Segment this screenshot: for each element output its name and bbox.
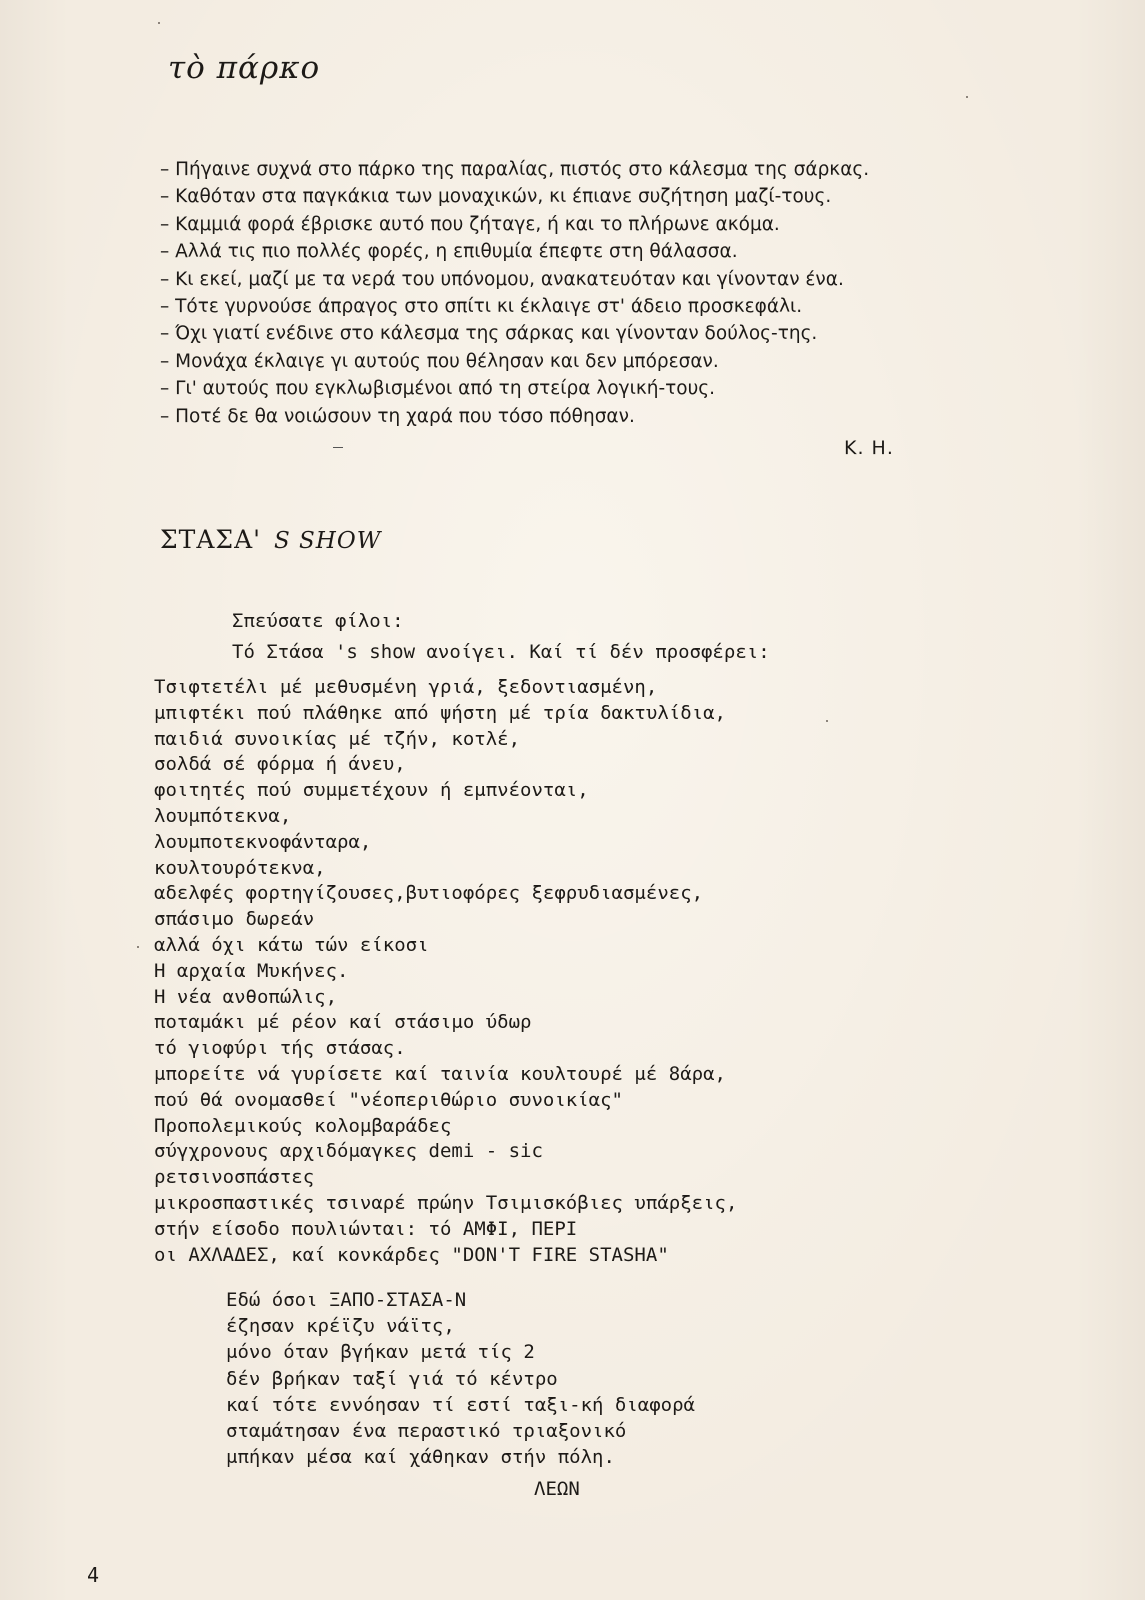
poem-stasa-signature: ΛΕΩΝ — [534, 1478, 580, 1500]
poem-line: λουμπότεκνα, — [154, 804, 292, 827]
poem-park-body — [160, 156, 869, 430]
poem-park-signature: Κ. Η. — [844, 437, 894, 459]
poem-line: πού θά ονομασθεί "νέοπεριθώριο συνοικίας" — [154, 1088, 623, 1111]
poem-line: – Μονάχα έκλαιγε γι αυτούς που θέλησαν και δεν μπόρεσαν. — [160, 350, 719, 372]
title-part-a: ΣΤΑΣΑ' — [160, 525, 262, 554]
poem-line: μόνο όταν βγήκαν μετά τίς 2 — [226, 1341, 535, 1364]
poem-line: σπάσιμο δωρεάν — [154, 908, 315, 931]
poem-line: – Καμμιά φορά έβρισκε αυτό που ζήταγε, ή και το πλήρωνε ακόμα. — [160, 213, 780, 235]
poem-line: τό γιοφύρι τής στάσας. — [154, 1037, 406, 1060]
poem-line: λουμποτεκνοφάνταρα, — [154, 830, 372, 853]
page-number: 4 — [87, 1563, 100, 1587]
poem-line: – Γι' αυτούς που εγκλωβισμένοι από τη στείρα λογική-τους. — [160, 378, 716, 400]
poem-line: – Ποτέ δε θα νοιώσουν τη χαρά που τόσο πόθησαν. — [160, 405, 635, 427]
poem-stasa-intro — [232, 606, 770, 668]
poem-stasa-closing — [226, 1287, 695, 1470]
poem-line: μπιφτέκι πού πλάθηκε από ψήστη μέ τρία δακτυλίδια, — [154, 701, 726, 724]
poem-line: παιδιά συνοικίας μέ τζήν, κοτλέ, — [154, 727, 521, 750]
poem-line: αδελφές φορτηγίζουσες,βυτιοφόρες ξεφρυδιασμένες, — [154, 882, 704, 905]
poem-line: Η νέα ανθοπώλις, — [154, 985, 338, 1008]
poem-line: δέν βρήκαν ταξί γιά τό κέντρο — [226, 1367, 558, 1390]
poem-line: – Καθόταν στα παγκάκια των μοναχικών, κι έπιανε συζήτηση μαζί-τους. — [160, 186, 832, 208]
paper-speck — [966, 96, 968, 98]
poem-line: οι ΑΧΛΑΔΕΣ, καί κονκάρδες "DON'T FIRE STASHA" — [154, 1243, 669, 1266]
paper-speck — [137, 946, 139, 948]
poem-line: στήν είσοδο πουλιώνται: τό ΑΜΦΙ, ΠΕΡΙ — [154, 1217, 578, 1240]
poem-line: φοιτητές πού συμμετέχουν ή εμπνέονται, — [154, 779, 589, 802]
poem-line: – Αλλά τις πιο πολλές φορές, η επιθυμία έπεφτε στη θάλασσα. — [160, 241, 738, 263]
poem-line: Σπεύσατε φίλοι: — [232, 610, 404, 632]
poem-line: αλλά όχι κάτω τών είκοσι — [154, 933, 429, 956]
poem-line: – Όχι γιατί ενέδινε στο κάλεσμα της σάρκας και γίνονταν δούλος-της. — [160, 323, 818, 345]
poem-title-stasa-show — [160, 525, 381, 554]
poem-line: μπορείτε νά γυρίσετε καί ταινία κουλτουρέ μέ 8άρα, — [154, 1062, 726, 1085]
poem-line: καί τότε εννόησαν τί εστί ταξι-κή διαφορά — [226, 1393, 695, 1416]
paper-speck — [826, 720, 828, 722]
poem-line: σύγχρονους αρχιδόμαγκες demi - sic — [154, 1140, 543, 1163]
poem-line: ποταμάκι μέ ρέον καί στάσιμο ύδωρ — [154, 1011, 532, 1034]
poem-line: κουλτουρότεκνα, — [154, 856, 326, 879]
poem-line: – Πήγαινε συχνά στο πάρκο της παραλίας, πιστός στο κάλεσμα της σάρκας. — [160, 159, 870, 180]
poem-line: – Κι εκεί, μαζί με τα νερά του υπόνομου, ανακατευόταν και γίνονταν ένα. — [160, 268, 844, 290]
poem-line: μικροσπαστικές τσιναρέ πρώην Τσιμισκόβιες υπάρξεις, — [154, 1191, 738, 1214]
poem-stasa-body — [154, 675, 737, 1268]
poem-line: μπήκαν μέσα καί χάθηκαν στήν πόλη. — [226, 1446, 615, 1469]
poem-line: – Τότε γυρνούσε άπραγος στο σπίτι κι έκλαιγε στ' άδειο προσκεφάλι. — [160, 295, 803, 317]
title-part-b: S SHOW — [273, 528, 382, 554]
poem-line: Τσιφτετέλι μέ μεθυσμένη γριά, ξεδοντιασμένη, — [154, 676, 658, 698]
paper-speck — [158, 22, 160, 24]
poem-line: έζησαν κρέϊζυ νάϊτς, — [226, 1315, 455, 1338]
poem-line: σταμάτησαν ένα περαστικό τριαξονικό — [226, 1419, 627, 1442]
poem-line: Η αρχαία Μυκήνες. — [154, 959, 349, 982]
stray-dash-mark — [333, 447, 343, 448]
poem-line: Προπολεμικούς κολομβαράδες — [154, 1114, 452, 1137]
poem-line: Εδώ όσοι ΞΑΠΟ-ΣΤΑΣΑ-Ν — [226, 1289, 467, 1311]
poem-title-park: τὸ πάρκο — [168, 50, 321, 86]
poem-line: Τό Στάσα 's show ανοίγει. Καί τί δέν προσφέρει: — [232, 641, 770, 663]
poem-line: σολδά σέ φόρμα ή άνευ, — [154, 753, 406, 776]
poem-line: ρετσινοσπάστες — [154, 1166, 315, 1189]
